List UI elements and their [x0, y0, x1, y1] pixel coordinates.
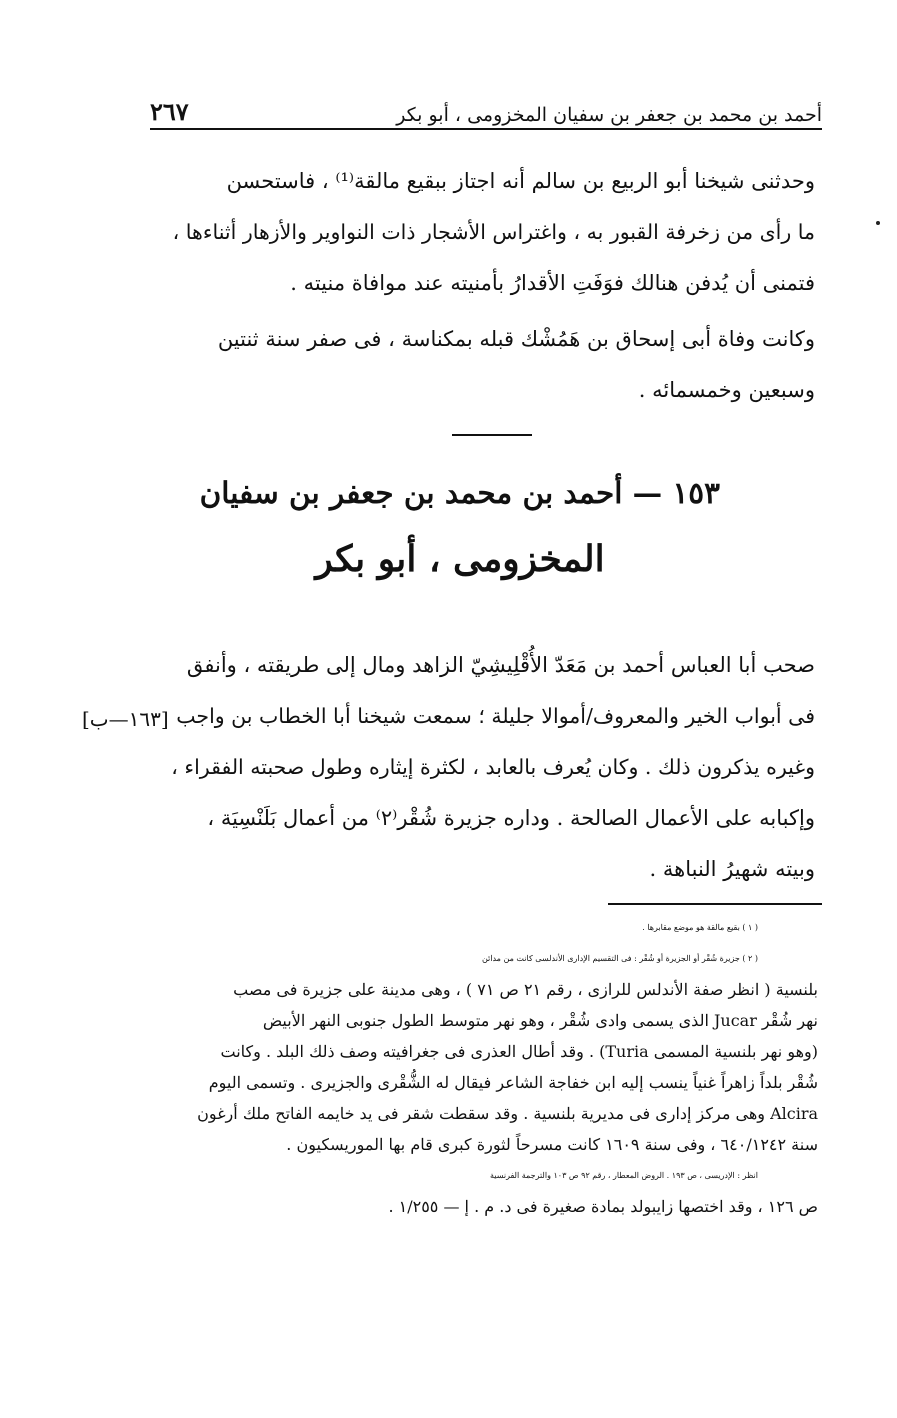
footnotes — [160, 912, 818, 1222]
footnote-line: ( ١ ) بقيع مالقة هو موضع مقابرها . — [642, 923, 758, 932]
margin-dot — [876, 221, 880, 225]
footnote-line: شُقْر بلداً زاهراً غنياً ينسب إليه ابن خفاجة الشاعر فيقال له الشُّقْرى والجزيرى . وتسمى اليوم — [208, 1073, 818, 1092]
running-header-title: أحمد بن محمد بن جعفر بن سفيان المخزومى ، أبو بكر — [396, 104, 822, 126]
footnote-line: سنة ٦٤٠/١٢٤٢ ، وفى سنة ١٦٠٩ كانت مسرحاً لثورة كبرى قام بها الموريسكيون . — [286, 1135, 818, 1154]
text-line: وبيته شهيرُ النباهة . — [649, 857, 815, 881]
text-line: وغيره يذكرون ذلك . وكان يُعرف بالعابد ، لكثرة إيثاره وطول صحبته الفقراء ، — [171, 755, 815, 779]
paragraph-biography — [165, 640, 815, 895]
text-line: وكانت وفاة أبى إسحاق بن هَمُشْك قبله بمكناسة ، فى صفر سنة ثنتين — [217, 327, 815, 351]
paragraph-burial-wish — [165, 156, 815, 309]
text-line: وسبعين وخمسمائه . — [638, 378, 815, 402]
footnote-line: بلنسية ( انظر صفة الأندلس للرازى ، رقم ٢١ ص ٧١ ) ، وهى مدينة على جزيرة فى مصب — [233, 980, 818, 999]
manuscript-folio-reference: [١٦٣—ب] — [82, 707, 169, 731]
footnote-rule — [608, 903, 822, 905]
header-rule — [150, 128, 822, 130]
text-line: فتمنى أن يُدفن هنالك فوَفَتِ الأقدارُ بأمنيته عند موافاة منيته . — [290, 271, 815, 295]
footnote-line: ص ١٢٦ ، وقد اختصها زايبولد بمادة صغيرة فى د. م . إ — ١/٢٥٥ . — [388, 1197, 818, 1216]
footnote-line: نهر شُقْر Jucar الذى يسمى وادى شُقْر ، وهو نهر متوسط الطول جنوبى النهر الأبيض — [262, 1011, 818, 1030]
page-number: ٢٦٧ — [150, 97, 189, 126]
entry-title — [200, 460, 720, 592]
text-line: ما رأى من زخرفة القبور به ، واغتراس الأشجار ذات النواوير والأزهار أثناءها ، — [172, 220, 815, 244]
footnote-line: ( ٢ ) جزيرة شُقْر أو الجزيرة أو شُقْر : فى التقسيم الإدارى الأندلسى كانت من مدائن — [481, 954, 758, 963]
entry-title-line: ١٥٣ — أحمد بن محمد بن جعفر بن سفيان — [199, 475, 720, 510]
footnote-line: (وهو نهر بلنسية المسمى Turia) . وقد أطال العذرى فى جغرافيته وصف ذلك البلد . وكانت — [220, 1042, 818, 1061]
text-line: صحب أبا العباس أحمد بن مَعَدّ الأُقْلِيشِيّ الزاهد ومال إلى طريقته ، وأنفق — [186, 653, 815, 677]
entry-title-line: المخزومى ، أبو بكر — [315, 538, 605, 580]
text-line: وحدثنى شيخنا أبو الربيع بن سالم أنه اجتاز ببقيع مالقة⁽¹⁾ ، فاستحسن — [226, 169, 815, 193]
text-line: فى أبواب الخير والمعروف/أموالا جليلة ؛ سمعت شيخنا أبا الخطاب بن واجب — [176, 704, 815, 728]
section-divider — [452, 434, 532, 436]
running-header — [150, 92, 822, 126]
paragraph-death-date — [165, 314, 815, 416]
text-line: وإكبابه على الأعمال الصالحة . وداره جزيرة شُقْر⁽٢⁾ من أعمال بَلَنْسِيَة ، — [207, 806, 815, 830]
footnote-line: Alcira وهى مركز إدارى فى مديرية بلنسية . وقد سقطت شقر فى يد خايمه الفاتح ملك أرغون — [197, 1104, 818, 1123]
footnote-line: انظر : الإدريسى ، ص ١٩٣ . الروض المعطار ، رقم ٩٢ ص ١٠٣ والترجمة الفرنسية — [490, 1171, 758, 1180]
